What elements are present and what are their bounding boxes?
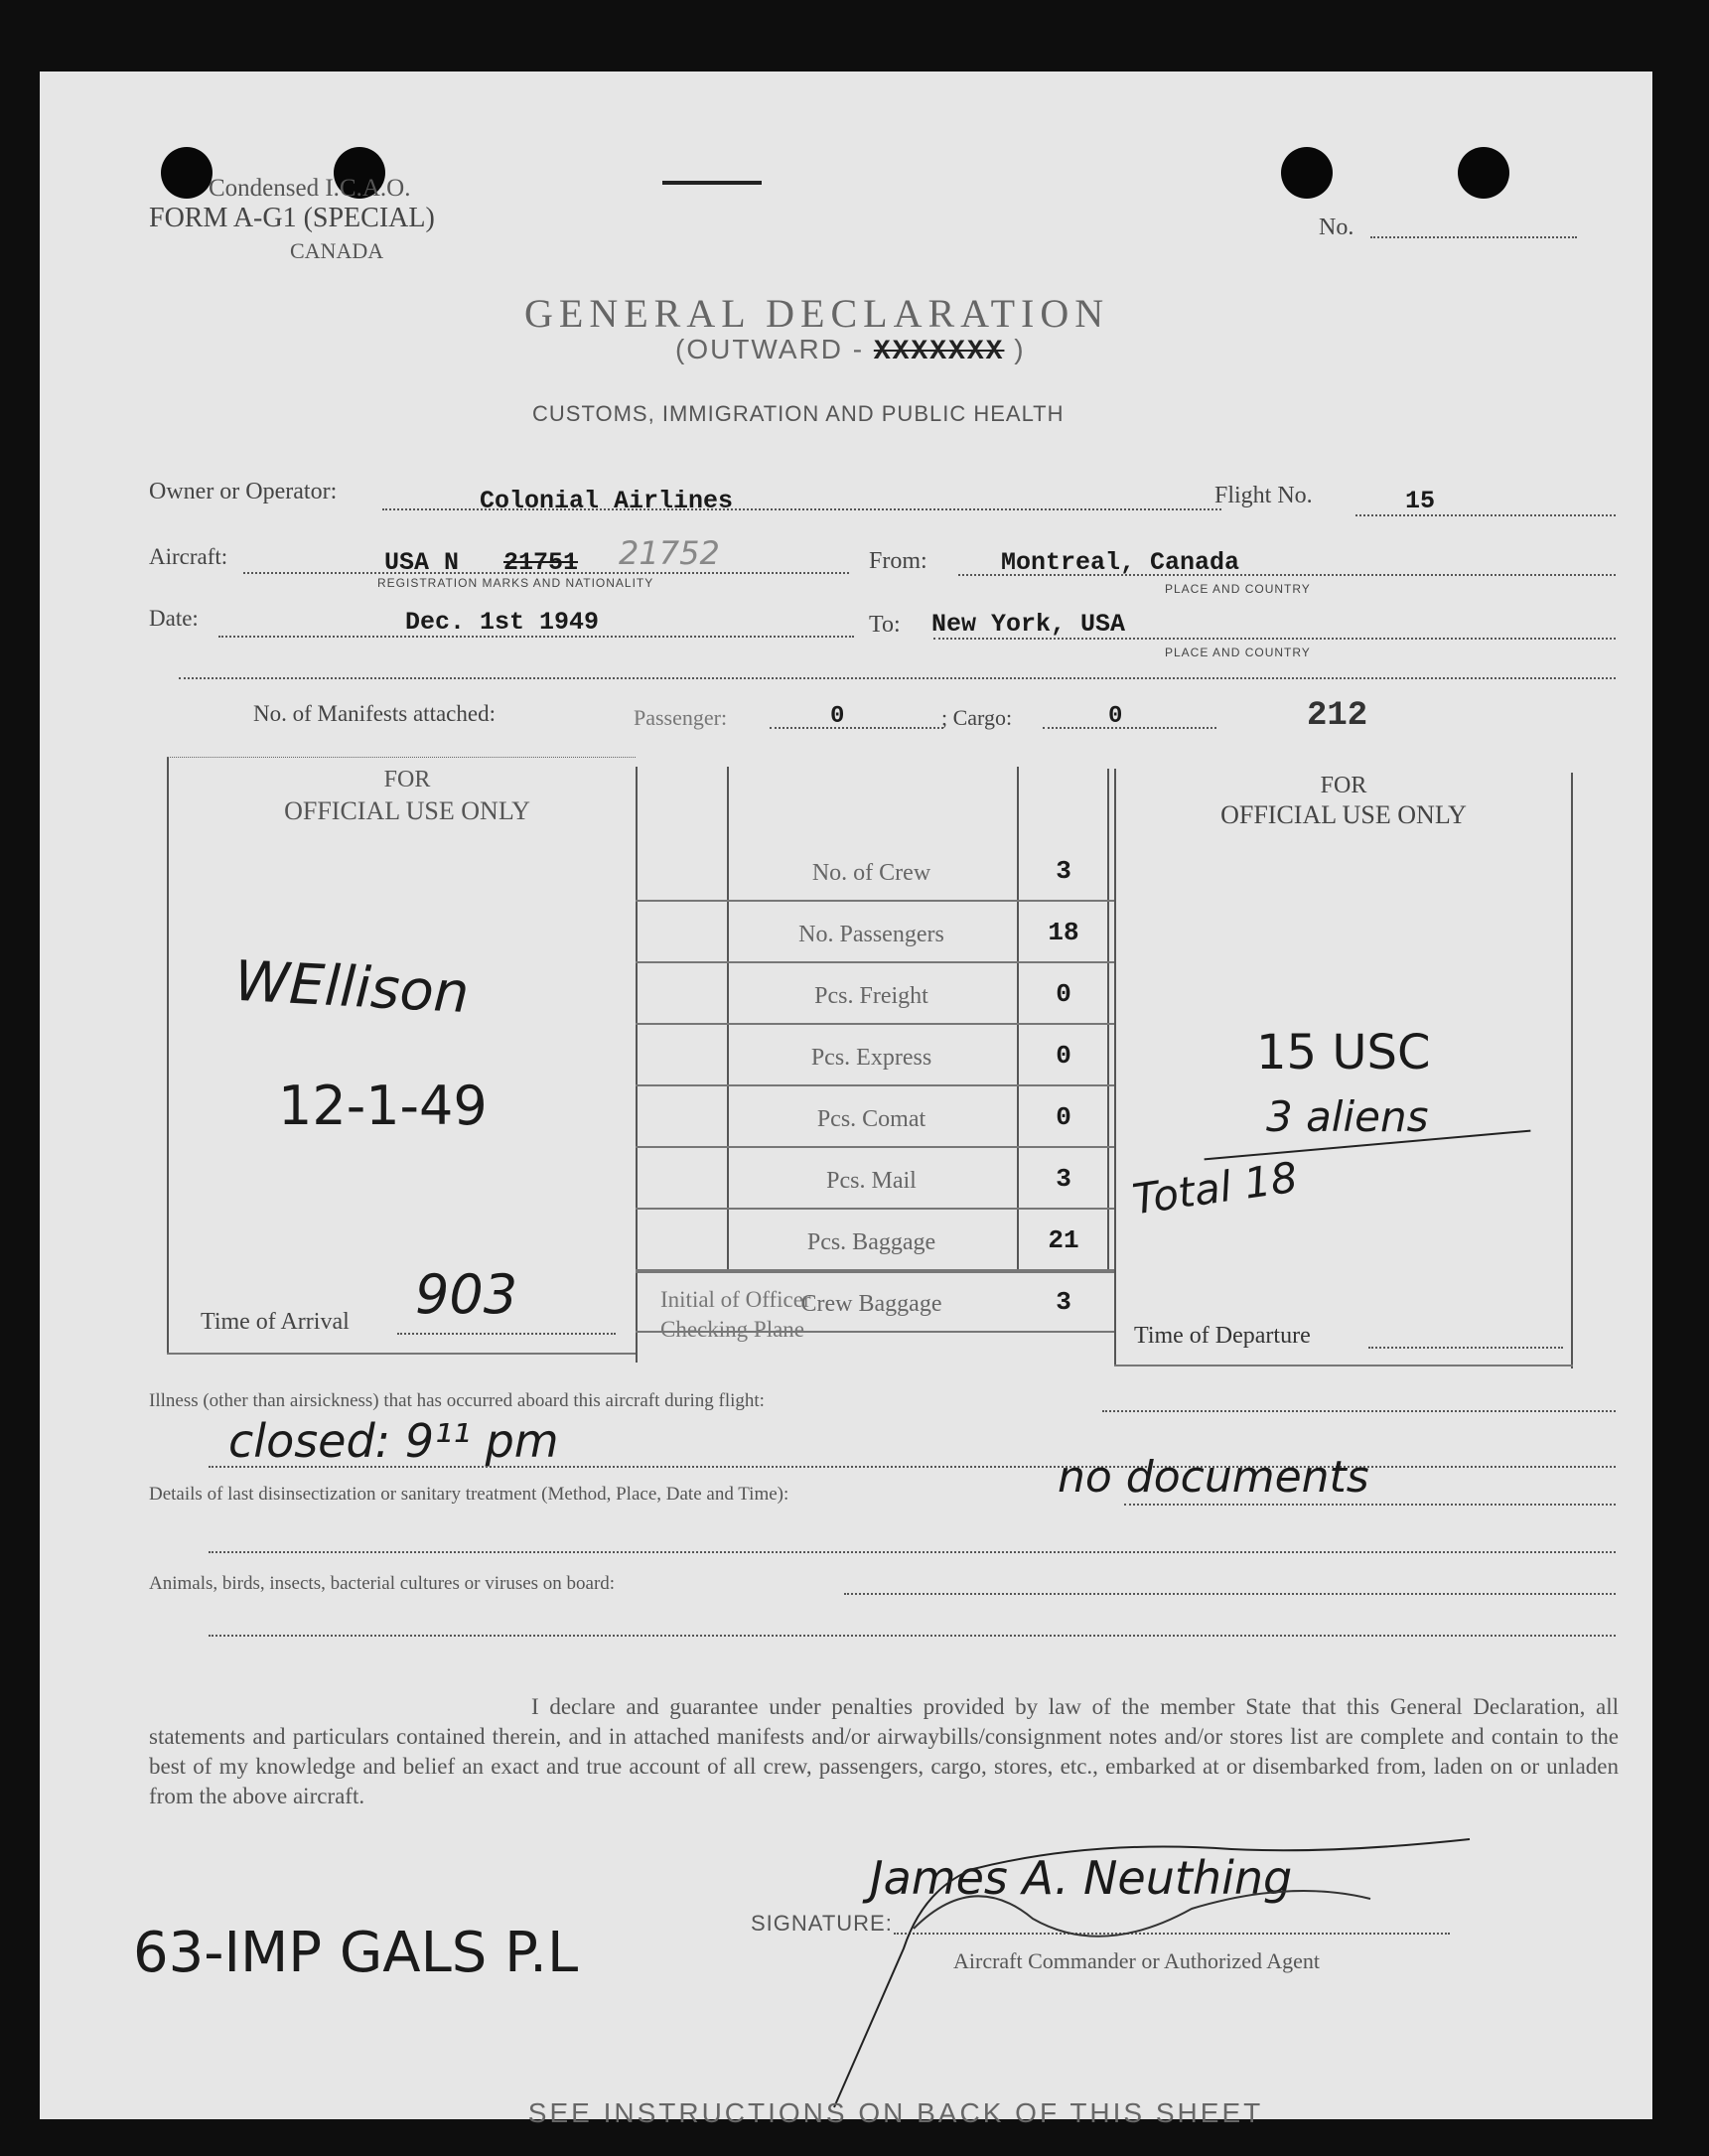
arrival-line — [397, 1333, 616, 1335]
left-handwritten-signature: WEllison — [232, 948, 471, 1027]
table-left-border — [167, 757, 169, 1353]
signature-label: SIGNATURE: — [751, 1911, 893, 1936]
flight-line — [1355, 514, 1616, 516]
declaration-paragraph: I declare and guarantee under penalties provided by law of the member State that this General Declaration, all statements and particulars contained therein, and in attached manifests and/or airwaybills/consignment notes and/or stores list are complete and contain to the best of my knowledge and belief an exact and true account of all crew, passengers, cargo, stores, etc., embarked at or disembarked from, laden on or unladen from the above aircraft. — [149, 1694, 1619, 1808]
owner-value: Colonial Airlines — [480, 487, 734, 515]
from-caption: PLACE AND COUNTRY — [1165, 582, 1311, 596]
subheading: CUSTOMS, IMMIGRATION AND PUBLIC HEALTH — [532, 401, 1065, 426]
date-label: Date: — [149, 606, 199, 631]
footer-instructions: SEE INSTRUCTIONS ON BACK OF THIS SHEET — [527, 2097, 1264, 2128]
disinsect-line-2 — [209, 1551, 1616, 1553]
disinsect-line — [1124, 1504, 1616, 1506]
row-label: Pcs. Mail — [826, 1168, 917, 1194]
row-label: Pcs. Express — [810, 1045, 932, 1071]
cargo-line — [1043, 727, 1216, 729]
passenger-label: Passenger: — [634, 705, 728, 730]
fuel-handwritten: 63-IMP GALS P.L — [133, 1921, 579, 1985]
row-label: Pcs. Freight — [814, 983, 928, 1009]
right-handwritten-1: 15 USC — [1256, 1025, 1431, 1080]
cargo-label: ; Cargo: — [941, 705, 1013, 730]
row-value: 0 — [1056, 979, 1071, 1009]
direction-subtitle — [675, 334, 1026, 367]
left-handwritten-date: 12-1-49 — [278, 1075, 488, 1137]
page-title: GENERAL DECLARATION — [524, 291, 1110, 336]
row-separator — [636, 1146, 1114, 1148]
departure-label: Time of Departure — [1134, 1323, 1311, 1349]
right-for: FOR — [1320, 773, 1367, 798]
disinsect-handwritten: no documents — [1058, 1452, 1369, 1503]
table-right-border — [1571, 773, 1573, 1368]
form-line2: FORM A-G1 (SPECIAL) — [149, 203, 435, 233]
punch-hole — [1458, 147, 1509, 199]
number-line — [1370, 236, 1577, 238]
animals-label: Animals, birds, insects, bacterial cultures or viruses on board: — [149, 1573, 616, 1594]
separator-line — [179, 677, 1616, 679]
arrival-label: Time of Arrival — [201, 1309, 350, 1335]
table-top-border — [167, 757, 636, 758]
right-official: OFFICIAL USE ONLY — [1220, 800, 1467, 829]
departure-line — [1368, 1347, 1563, 1349]
punch-hole — [161, 147, 213, 199]
row-label: Pcs. Baggage — [806, 1229, 936, 1255]
passenger-line — [770, 727, 943, 729]
illness-line-2 — [209, 1466, 1616, 1468]
signature-stroke — [775, 1799, 1529, 2117]
row-value: 0 — [1056, 1041, 1071, 1071]
table-bottom-right — [1114, 1365, 1573, 1366]
outward-text: (OUTWARD - — [675, 334, 865, 364]
form-line3: CANADA — [290, 238, 384, 263]
right-handwritten-2: 3 aliens — [1266, 1092, 1429, 1141]
row-separator — [636, 1208, 1114, 1210]
aircraft-label: Aircraft: — [149, 544, 228, 569]
row-value: 3 — [1056, 1287, 1071, 1317]
officer-label-1: Initial of Officer — [660, 1287, 811, 1312]
table-divider-4 — [1107, 769, 1109, 1273]
number-label: No. — [1319, 215, 1354, 240]
signature-handwritten: James A. Neuthing — [870, 1851, 1293, 1905]
illness-handwritten: closed: 9¹¹ pm — [228, 1414, 559, 1468]
row-separator — [636, 961, 1114, 963]
row-value: 21 — [1048, 1225, 1079, 1255]
animals-line — [844, 1593, 1616, 1595]
to-value: New York, USA — [931, 610, 1126, 639]
right-handwritten-3: Total 18 — [1129, 1152, 1301, 1224]
divider-dash — [662, 181, 762, 185]
row-label: Pcs. Comat — [816, 1106, 926, 1132]
cargo-value: 0 — [1108, 703, 1123, 730]
inward-struck: XXXXXXX — [873, 337, 1005, 367]
left-for: FOR — [383, 767, 431, 792]
table-bottom-left — [167, 1353, 636, 1355]
row-value: 18 — [1048, 918, 1079, 947]
manifests-label: No. of Manifests attached: — [253, 701, 496, 726]
row-separator — [636, 900, 1114, 902]
row-label: No. of Crew — [811, 860, 931, 886]
from-value: Montreal, Canada — [1001, 548, 1240, 577]
row-label: No. Passengers — [798, 922, 944, 947]
disinsect-label: Details of last disinsectization or sanitary treatment (Method, Place, Date and Time): — [149, 1484, 789, 1505]
flight-value: 15 — [1405, 487, 1436, 515]
table-divider-5 — [1114, 769, 1116, 1365]
table-rows-end — [636, 1271, 1114, 1273]
arrival-handwritten: 903 — [415, 1263, 518, 1326]
animals-line-2 — [209, 1635, 1616, 1637]
aircraft-handwritten: 21752 — [619, 534, 720, 572]
aircraft-caption: REGISTRATION MARKS AND NATIONALITY — [377, 576, 654, 590]
table-divider-1 — [636, 767, 638, 1363]
row-value: 0 — [1056, 1102, 1071, 1132]
declaration-sheet — [40, 72, 1652, 2128]
aircraft-struck: 21751 — [503, 548, 579, 577]
passenger-value: 0 — [830, 703, 845, 730]
form-line1: Condensed I.C.A.O. — [209, 175, 411, 202]
to-caption: PLACE AND COUNTRY — [1165, 646, 1311, 659]
officer-label-2: Checking Plane — [660, 1317, 804, 1342]
row-separator — [636, 1084, 1114, 1086]
row-separator — [636, 1269, 1114, 1271]
punch-hole — [1281, 147, 1333, 199]
flight-label: Flight No. — [1214, 483, 1313, 508]
date-value: Dec. 1st 1949 — [405, 608, 600, 637]
subtitle-close: ) — [1014, 334, 1026, 364]
illness-line — [1102, 1410, 1616, 1412]
table-divider-3 — [1017, 767, 1019, 1271]
row-label: Crew Baggage — [800, 1291, 942, 1317]
from-label: From: — [869, 548, 927, 574]
aircraft-value: USA N — [384, 548, 460, 577]
table-divider-2 — [727, 767, 729, 1271]
to-label: To: — [869, 612, 901, 638]
row-separator — [636, 1023, 1114, 1025]
stamp-number: 212 — [1307, 697, 1368, 735]
owner-label: Owner or Operator: — [149, 479, 338, 504]
left-official: OFFICIAL USE ONLY — [284, 796, 530, 825]
signature-caption: Aircraft Commander or Authorized Agent — [953, 1948, 1321, 1973]
row-value: 3 — [1056, 856, 1071, 886]
row-value: 3 — [1056, 1164, 1071, 1194]
illness-label: Illness (other than airsickness) that has occurred aboard this aircraft during flight: — [149, 1390, 765, 1411]
